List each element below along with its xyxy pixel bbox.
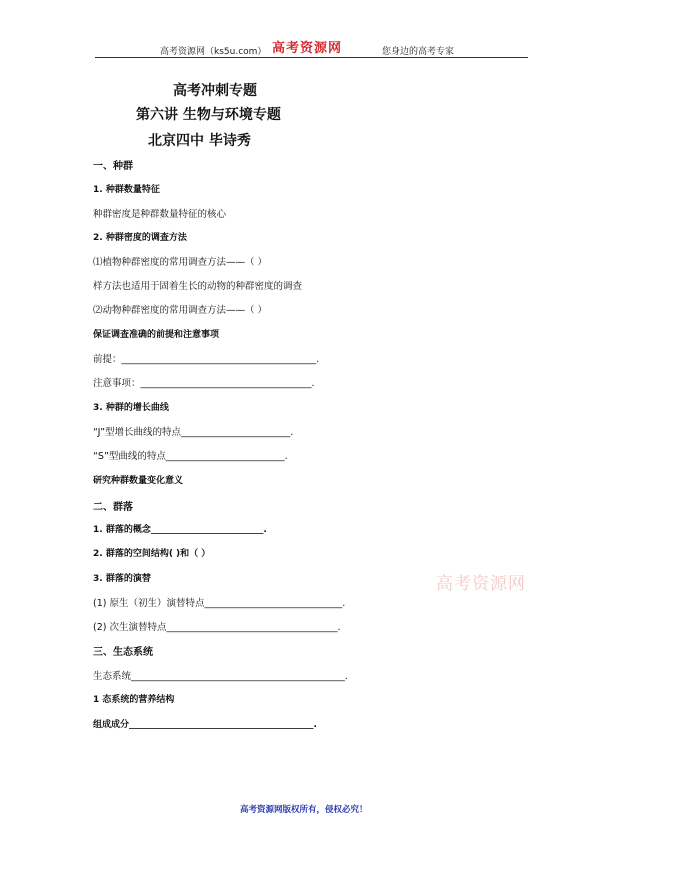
title-line-1: 高考冲刺专题 xyxy=(173,83,257,99)
subsection-2-3: 3. 群落的演替 xyxy=(93,574,151,584)
header-logo: 高考资源网 xyxy=(272,41,343,56)
paragraph: 种群密度是种群数量特征的核心 xyxy=(93,209,227,220)
title-line-2: 第六讲 生物与环境专题 xyxy=(136,107,281,123)
fill-blank-line: 注意事项：____________________________________. xyxy=(93,378,315,389)
paragraph: 样方法也适用于固着生长的动物的种群密度的调查 xyxy=(93,281,303,292)
fill-blank-line: (2) 次生演替特点____________________________________. xyxy=(93,622,341,633)
fill-blank-line: (1) 原生（初生）演替特点_____________________________. xyxy=(93,598,346,609)
fill-blank-line: 组成成分_________________________________________. xyxy=(93,720,317,730)
footer-copyright: 高考资源网版权所有，侵权必究！ xyxy=(240,805,368,815)
header-source: 高考资源网（ks5u.com） xyxy=(160,47,267,57)
paragraph: ⑴植物种群密度的常用调查方法——（ ） xyxy=(93,257,268,268)
fill-blank-line: 前提：_________________________________________. xyxy=(93,354,320,365)
fill-blank-line: “S”型曲线的特点_________________________. xyxy=(93,451,288,462)
subsection-2-1: 1. 群落的概念_________________________. xyxy=(93,525,267,535)
section-3-heading: 三、生态系统 xyxy=(93,647,153,658)
subsection-significance: 研究种群数量变化意义 xyxy=(93,476,184,486)
subsection-3-1: 1 态系统的营养结构 xyxy=(93,695,175,705)
subsection-1-3: 3. 种群的增长曲线 xyxy=(93,403,169,413)
fill-blank-line: “J”型增长曲线的特点_______________________. xyxy=(93,427,294,438)
section-1-heading: 一、种群 xyxy=(93,161,133,172)
subsection-1-2: 2. 种群密度的调查方法 xyxy=(93,233,187,243)
watermark-logo: 高考资源网 xyxy=(436,574,526,594)
paragraph: ⑵动物种群密度的常用调查方法——（ ） xyxy=(93,305,268,316)
subsection-premise: 保证调查准确的前提和注意事项 xyxy=(93,330,220,340)
section-2-heading: 二、群落 xyxy=(93,502,133,513)
subsection-1-1: 1. 种群数量特征 xyxy=(93,185,160,195)
fill-blank-line: 生态系统_____________________________________________. xyxy=(93,671,348,682)
title-line-3: 北京四中 毕诗秀 xyxy=(148,133,251,149)
header-rule xyxy=(95,57,528,58)
subsection-2-2: 2. 群落的空间结构( )和（ ） xyxy=(93,549,211,559)
header-slogan: 您身边的高考专家 xyxy=(382,47,455,57)
